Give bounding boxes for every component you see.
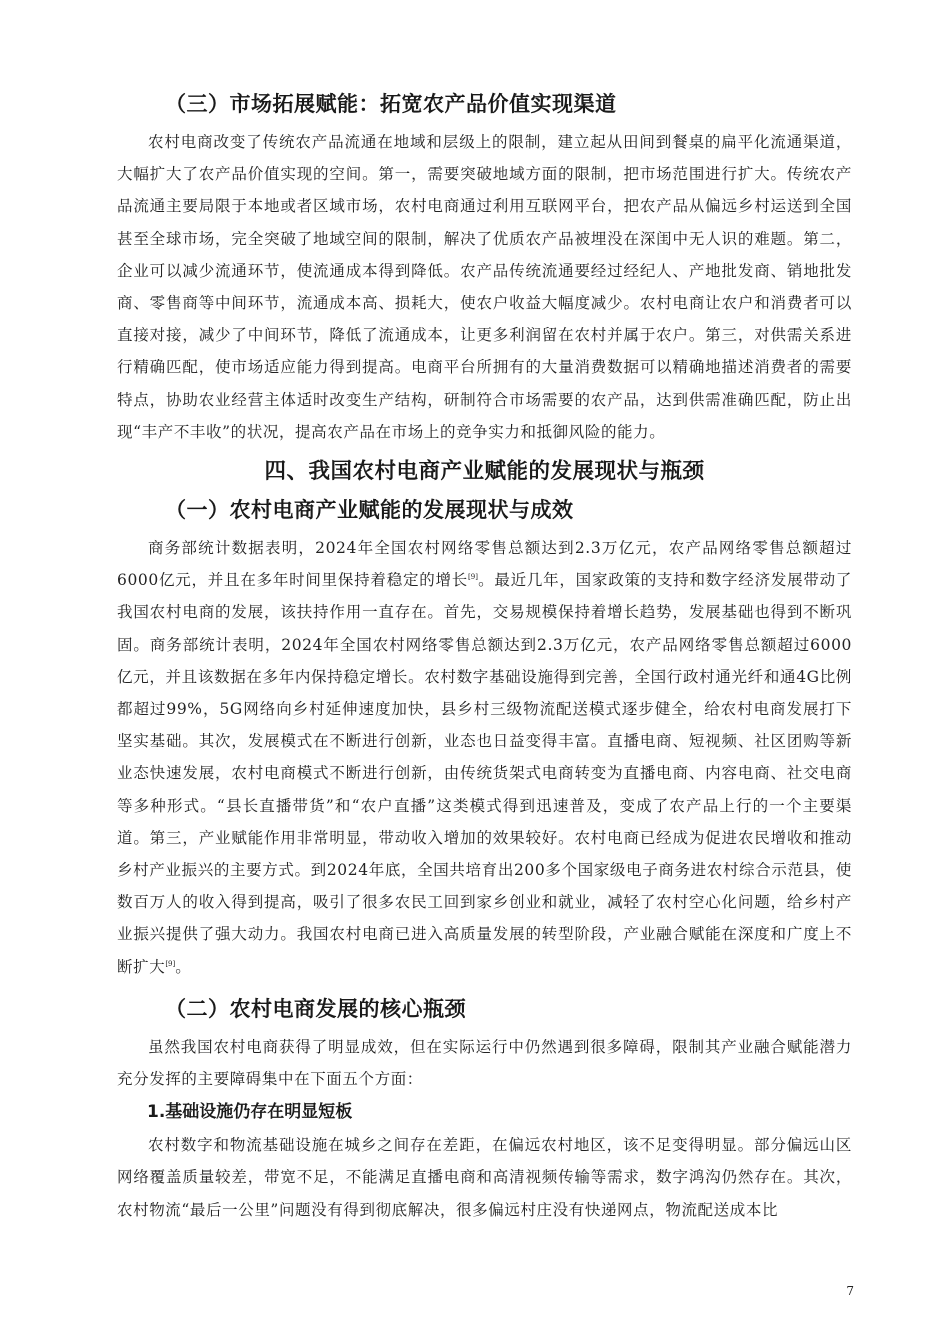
paragraph-status-and-results <box>117 532 852 983</box>
text-run: 。 <box>175 957 192 976</box>
text-run: 。最近几年，国家政策的支持和数字经济发展带动了我国农村电商的发展，该扶持作用一直存在。首先，交易规模保持着增长趋势，发展基础也得到不断巩固。商务部统计表明，2024年全国农村网络零售总额达到2.3万亿元，农产品网络零售总额超过6000亿元，并且该数据在多年内保持稳定增长。农村数字基础设施得到完善，全国行政村通光纤和通4G比例都超过99%，5G网络向乡村延伸速度加快，县乡村三级物流配送模式逐步健全，给农村电商发展打下坚实基础。其次，发展模式在不断进行创新，业态也日益变得丰富。直播电商、短视频、社区团购等新业态快速发展，农村电商模式不断进行创新，由传统货架式电商转变为直播电商、内容电商、社交电商等多种形式。“县长直播带货”和“农户直播”这类模式得到迅速普及，变成了农产品上行的一个主要渠道。第三，产业赋能作用非常明显，带动收入增加的效果较好。农村电商已经成为促进农民增收和推动乡村产业振兴的主要方式。到2024年底，全国共培育出200多个国家级电子商务进农村综合示范县，使数百万人的收入得到提高，吸引了很多农民工回到家乡创业和就业，减轻了农村空心化问题，给乡村产业振兴提供了强大动力。我国农村电商已进入高质量发展的转型阶段，产业融合赋能在深度和广度上不断扩大 <box>117 571 852 976</box>
subheading-infrastructure-shortfall: 1.基础设施仍存在明显短板 <box>147 1102 353 1123</box>
paragraph-infrastructure-shortfall: 农村数字和物流基础设施在城乡之间存在差距，在偏远农村地区，该不足变得明显。部分偏远山区网络覆盖质量较差，带宽不足，不能满足直播电商和高清视频传输等需求，数字鸿沟仍然存在。其次，农村物流“最后一公里”问题没有得到彻底解决，很多偏远村庄没有快递网点，物流配送成本比 <box>117 1136 852 1219</box>
section-heading-core-bottlenecks: （二）农村电商发展的核心瓶颈 <box>165 996 466 1021</box>
paragraph-core-bottlenecks: 虽然我国农村电商获得了明显成效，但在实际运行中仍然遇到很多障碍，限制其产业融合赋能潜力充分发挥的主要障碍集中在下面五个方面： <box>117 1037 852 1089</box>
text-run: 商务部统计数据表明，2024年全国农村网络零售总额达到2.3万亿元，农产品网络零售总额超过6000亿元，并且在多年时间里保持着稳定的增长 <box>117 539 852 590</box>
chapter-heading-status-and-bottlenecks: 四、我国农村电商产业赋能的发展现状与瓶颈 <box>264 459 705 485</box>
section-heading-market-expansion: （三）市场拓展赋能：拓宽农产品价值实现渠道 <box>165 92 617 116</box>
citation-reference: [9] <box>468 573 478 582</box>
section-heading-status-and-results: （一）农村电商产业赋能的发展现状与成效 <box>165 498 574 523</box>
paragraph-market-expansion: 农村电商改变了传统农产品流通在地域和层级上的限制，建立起从田间到餐桌的扁平化流通渠道，大幅扩大了农产品价值实现的空间。第一，需要突破地域方面的限制，把市场范围进行扩大。传统农产品流通主要局限于本地或者区域市场，农村电商通过利用互联网平台，把农产品从偏远乡村运送到全国甚至全球市场，完全突破了地域空间的限制，解决了优质农产品被埋没在深闺中无人识的难题。第二，企业可以减少流通环节，使流通成本得到降低。农产品传统流通要经过经纪人、产地批发商、销地批发商、零售商等中间环节，流通成本高、损耗大，使农户收益大幅度减少。农村电商让农户和消费者可以直接对接，减少了中间环节，降低了流通成本，让更多利润留在农村并属于农户。第三，对供需关系进行精确匹配，使市场适应能力得到提高。电商平台所拥有的大量消费数据可以精确地描述消费者的需要特点，协助农业经营主体适时改变生产结构，研制符合市场需要的农产品，达到供需准确匹配，防止出现“丰产不丰收”的状况，提高农产品在市场上的竞争实力和抵御风险的能力。 <box>117 133 852 441</box>
citation-reference: [9] <box>165 959 176 968</box>
page-content <box>117 86 852 1226</box>
page-number: 7 <box>846 1284 854 1298</box>
